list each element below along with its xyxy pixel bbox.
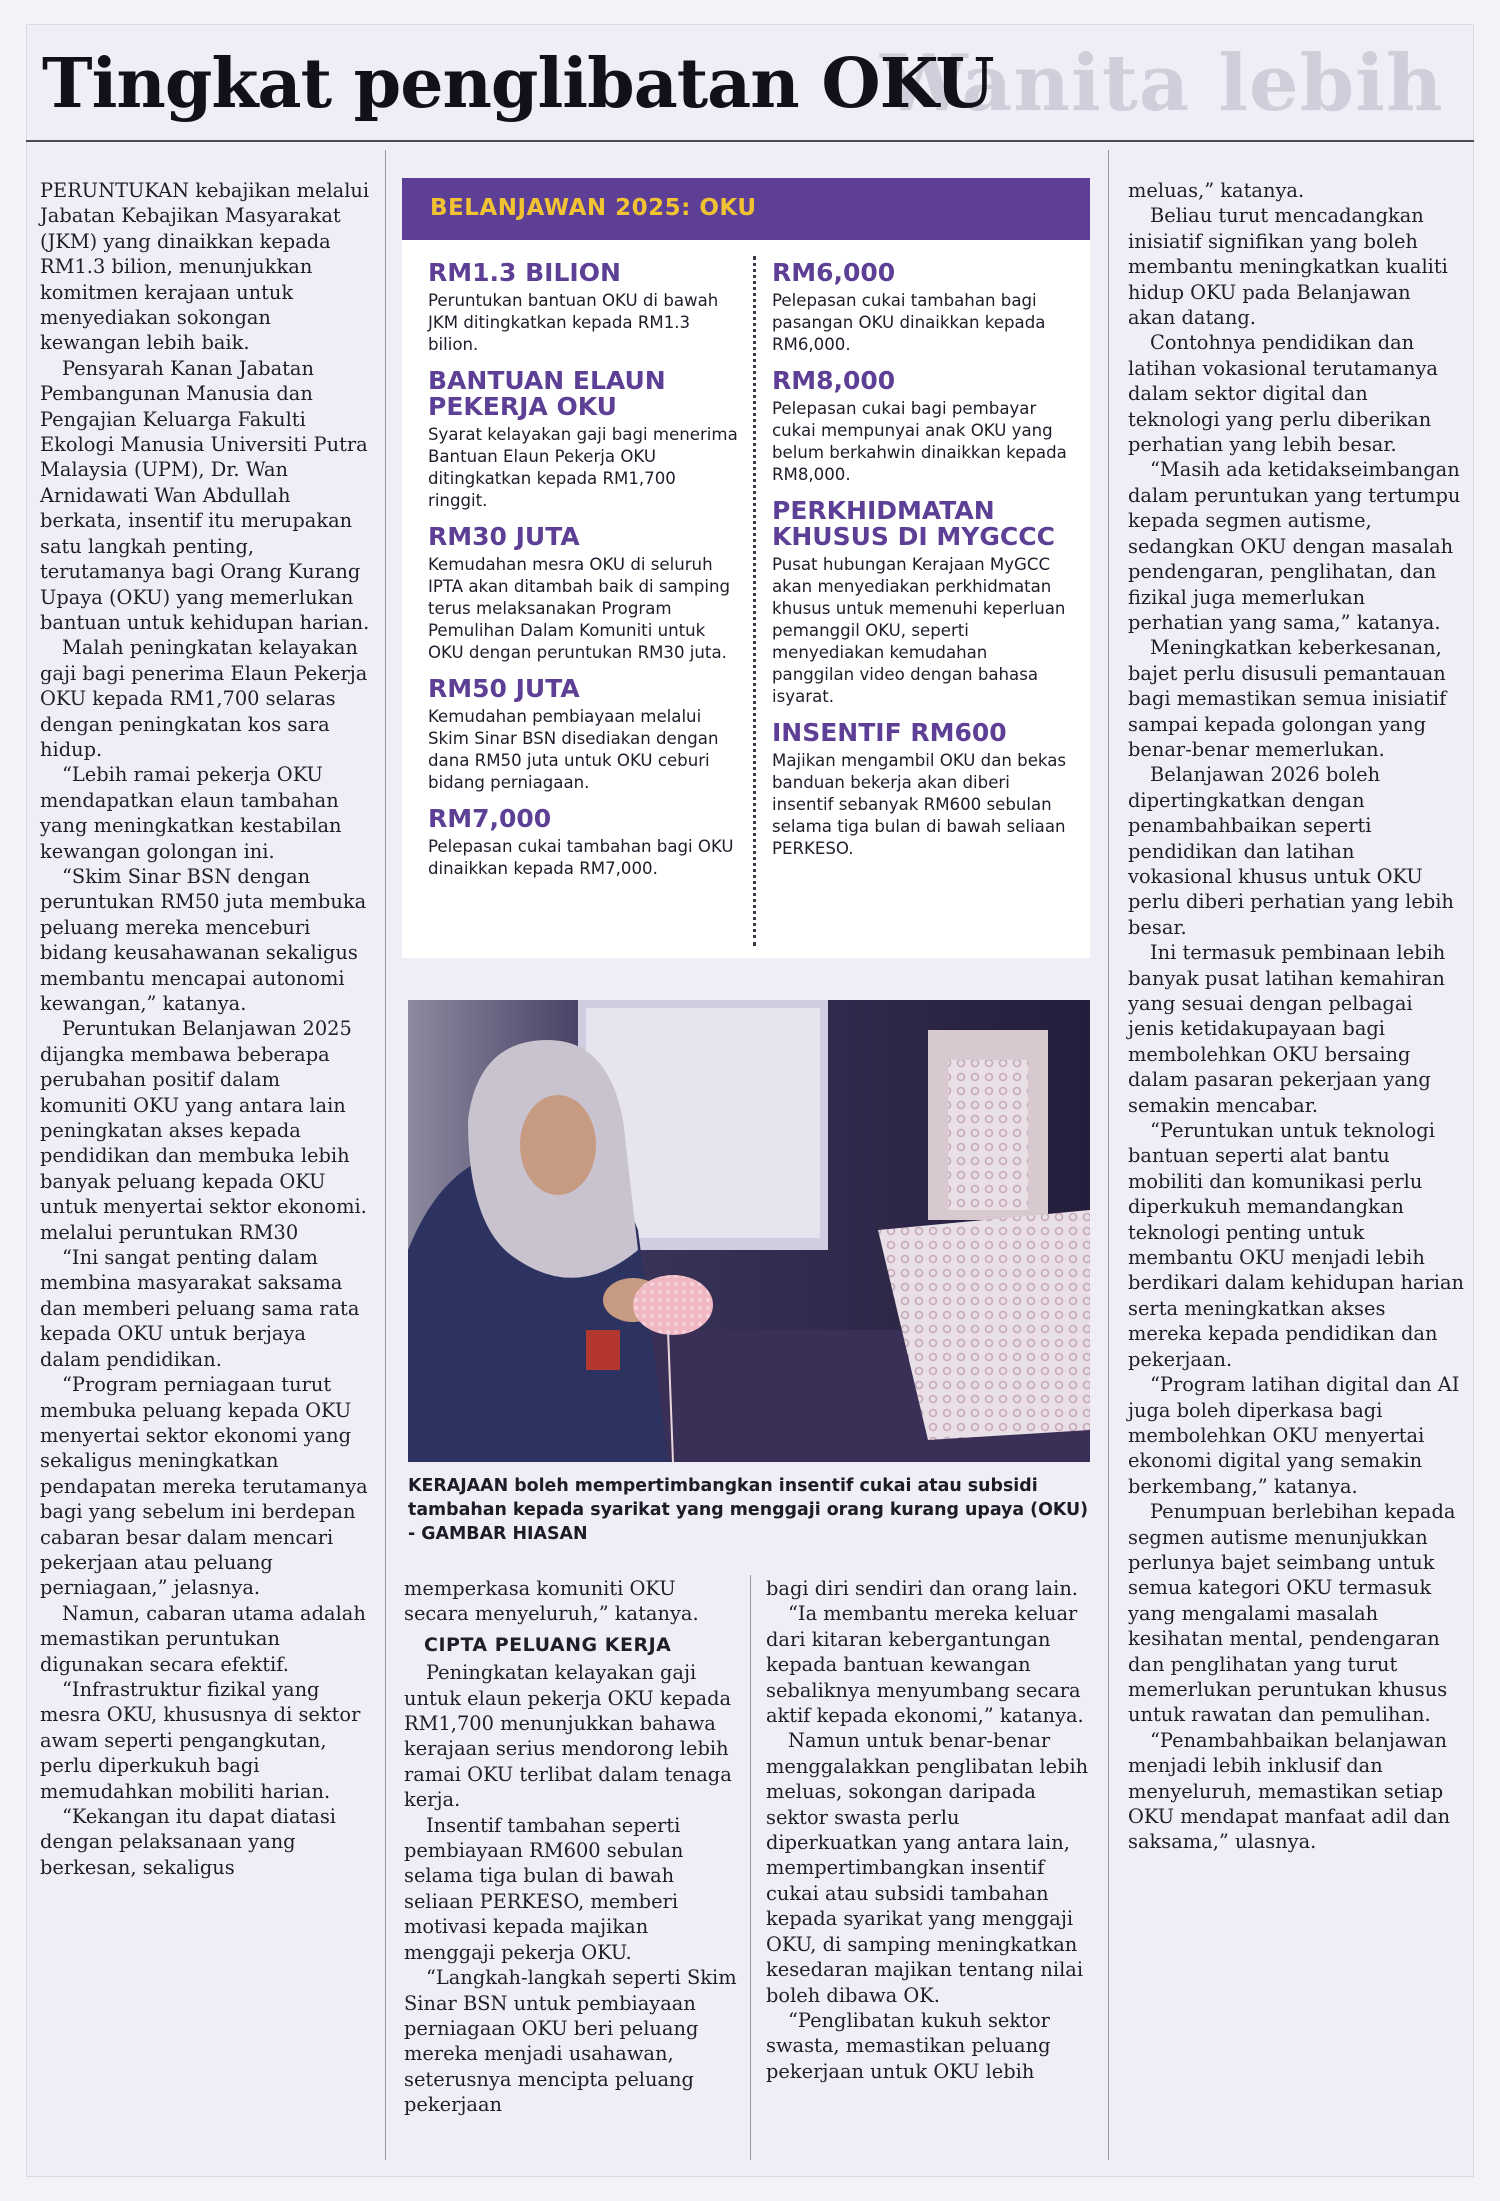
paragraph: “Infrastruktur fizikal yang mesra OKU, khususnya di sektor awam seperti pengangkutan, perlu diperkukuh bagi memudahkan mobiliti harian. — [40, 1677, 361, 1803]
paragraph: “Ini sangat penting dalam membina masyarakat saksama dan memberi peluang sama rata kepada OKU untuk berjaya dalam pendidikan. — [40, 1246, 360, 1371]
budget-item — [428, 368, 738, 512]
budget-item-title: RM50 JUTA — [428, 674, 580, 703]
paragraph: Contohnya pendidikan dan latihan vokasional terutamanya dalam sektor digital dan teknologi yang perlu diberikan perhatian yang lebih besar. — [1128, 331, 1438, 457]
budget-item-title: RM8,000 — [772, 366, 896, 395]
budget-item-title: BANTUAN ELAUN PEKERJA OKU — [428, 366, 666, 421]
paragraph: “Program latihan digital dan AI juga boleh diperkasa bagi membolehkan OKU menyertai ekonomi digital yang semakin berkembang,” katanya. — [1128, 1373, 1460, 1498]
budget-item-description: Pelepasan cukai tambahan bagi pasangan OKU dinaikkan kepada RM6,000. — [772, 291, 1046, 354]
paragraph: “Program perniagaan turut membuka peluang kepada OKU menyertai sektor ekonomi yang sekaligus meningkatkan pendapatan mereka terutamanya bagi yang sebelum ini berdepan cabaran besar dalam mencari pekerjaan atau peluang perniagaan,” jelasnya. — [40, 1373, 368, 1600]
paragraph: Pensyarah Kanan Jabatan Pembangunan Manusia dan Pengajian Keluarga Fakulti Ekologi Manusia Universiti Putra Malaysia (UPM), Dr. Wan Arnidawati Wan Abdullah berkata, insentif itu merupakan satu langkah penting, terutamanya bagi Orang Kurang Upaya (OKU) yang memerlukan bantuan untuk kehidupan harian. — [40, 356, 370, 634]
paragraph: Beliau turut mencadangkan inisiatif signifikan yang boleh membantu meningkatkan kualiti hidup OKU pada Belanjawan akan datang. — [1128, 204, 1448, 330]
paragraph: Penumpuan berlebihan kepada segmen autisme menunjukkan perlunya bajet seimbang untuk semua kategori OKU termasuk yang mengalami masalah kesihatan mental, pendengaran dan penglihatan yang turut memerlukan peruntukan khusus untuk rawatan dan pemulihan. — [1128, 1500, 1456, 1727]
photo-illustration — [408, 1000, 1090, 1462]
paragraph: Malah peningkatan kelayakan gaji bagi penerima Elaun Pekerja OKU kepada RM1,700 selaras dengan peningkatan kos sara hidup. — [40, 636, 368, 761]
article-column-1 — [40, 178, 370, 1880]
article-column-4 — [1128, 178, 1464, 1855]
article-column-3 — [766, 1576, 1096, 2084]
budget-item-title: INSENTIF RM600 — [772, 718, 1007, 747]
budget-item — [772, 720, 1072, 860]
budget-item-title: RM1.3 BILION — [428, 258, 621, 287]
budget-item-description: Pusat hubungan Kerajaan MyGCC akan menyediakan perkhidmatan khusus untuk memenuhi keperluan pemanggil OKU, seperti menyediakan kemudahan panggilan video dengan bahasa isyarat. — [772, 555, 1066, 706]
paragraph: “Ia membantu mereka keluar dari kitaran kebergantungan kepada bantuan kewangan sebaliknya menyumbang secara aktif kepada ekonomi,” katanya. — [766, 1602, 1084, 1728]
paragraph: Namun, cabaran utama adalah memastikan peruntukan digunakan secara efektif. — [40, 1601, 366, 1676]
paragraph: “Lebih ramai pekerja OKU mendapatkan elaun tambahan yang meningkatkan kestabilan kewangan golongan ini. — [40, 763, 342, 863]
paragraph: Namun untuk benar-benar menggalakkan penglibatan lebih meluas, sokongan daripada sektor swasta perlu diperkuatkan yang antara lain, mempertimbangkan insentif cukai atau subsidi tambahan kepada syarikat yang menggaji OKU, di samping meningkatkan kesedaran majikan tentang nilai boleh dibawa OK. — [766, 1729, 1089, 2007]
paragraph: bagi diri sendiri dan orang lain. — [766, 1577, 1078, 1600]
paragraph: Peruntukan Belanjawan 2025 dijangka membawa beberapa perubahan positif dalam komuniti OKU yang antara lain peningkatan akses kepada pendidikan dan membuka lebih banyak peluang kepada OKU untuk menyertai sektor ekonomi. melalui peruntukan RM30 — [40, 1017, 367, 1244]
paragraph: meluas,” katanya. — [1128, 179, 1305, 202]
box-left-column — [428, 260, 738, 892]
subheading: CIPTA PELUANG KERJA — [424, 1633, 672, 1656]
budget-item — [428, 260, 738, 356]
paragraph: Insentif tambahan seperti pembiayaan RM600 sebulan selama tiga bulan di bawah seliaan PERKESO, memberi motivasi kepada majikan menggaji pekerja OKU. — [404, 1813, 684, 1964]
budget-item — [772, 368, 1072, 486]
budget-item-description: Syarat kelayakan gaji bagi menerima Bantuan Elaun Pekerja OKU ditingkatkan kepada RM1,700 ringgit. — [428, 425, 738, 510]
paragraph: “Peruntukan untuk teknologi bantuan seperti alat bantu mobiliti dan komunikasi perlu diperkukuh memandangkan teknologi penting untuk membantu OKU menjadi lebih berdikari dalam kehidupan harian serta meningkatkan akses mereka kepada pendidikan dan pekerjaan. — [1128, 1119, 1465, 1371]
paragraph: PERUNTUKAN kebajikan melalui Jabatan Kebajikan Masyarakat (JKM) yang dinaikkan kepada RM1.3 bilion, menunjukkan komitmen kerajaan untuk menyediakan sokongan kewangan lebih baik. — [40, 179, 370, 355]
budget-item — [428, 524, 738, 664]
paragraph: memperkasa komuniti OKU secara menyeluruh,” katanya. — [404, 1577, 699, 1626]
budget-item — [772, 498, 1072, 708]
bleed-through-text: Wanita lebih — [880, 38, 1444, 129]
paragraph: “Kekangan itu dapat diatasi dengan pelaksanaan yang berkesan, sekaligus — [40, 1805, 337, 1879]
budget-item-title: PERKHIDMATAN KHUSUS DI MYGCCC — [772, 496, 1055, 551]
budget-item — [428, 806, 738, 880]
budget-info-box-title: BELANJAWAN 2025: OKU — [430, 195, 757, 221]
budget-item-title: RM30 JUTA — [428, 522, 580, 551]
box-right-column — [772, 260, 1072, 872]
box-dotted-divider — [753, 256, 756, 946]
budget-item — [428, 676, 738, 794]
article-photo — [408, 1000, 1090, 1462]
budget-info-box-header — [402, 178, 1090, 240]
budget-item-description: Pelepasan cukai tambahan bagi OKU dinaikkan kepada RM7,000. — [428, 837, 734, 878]
paragraph: “Penglibatan kukuh sektor swasta, memastikan peluang pekerjaan untuk OKU lebih — [766, 2008, 1051, 2083]
column-divider — [1108, 150, 1109, 2160]
column-divider — [750, 1575, 751, 2160]
budget-item-description: Majikan mengambil OKU dan bekas banduan bekerja akan diberi insentif sebanyak RM600 sebulan selama tiga bulan di bawah seliaan PERKESO. — [772, 751, 1067, 858]
paragraph: Peningkatan kelayakan gaji untuk elaun pekerja OKU kepada RM1,700 menunjukkan bahawa kerajaan serius mendorong lebih ramai OKU terlibat dalam tenaga kerja. — [404, 1661, 732, 1812]
paragraph: Belanjawan 2026 boleh dipertingkatkan dengan penambahbaikan seperti pendidikan dan latihan vokasional khusus untuk OKU perlu diberi perhatian yang lebih besar. — [1128, 763, 1454, 939]
budget-item-description: Peruntukan bantuan OKU di bawah JKM ditingkatkan kepada RM1.3 bilion. — [428, 291, 719, 354]
budget-item-description: Kemudahan pembiayaan melalui Skim Sinar BSN disediakan dengan dana RM50 juta untuk OKU ceburi bidang perniagaan. — [428, 707, 719, 792]
photo-caption: KERAJAAN boleh mempertimbangkan insentif cukai atau subsidi tambahan kepada syarikat yang menggaji orang kurang upaya (OKU) - GAMBAR HIASAN — [408, 1476, 1089, 1544]
headline: Tingkat penglibatan OKU — [42, 44, 994, 124]
column-divider — [385, 150, 386, 2160]
paragraph: “Penambahbaikan belanjawan menjadi lebih inklusif dan menyeluruh, memastikan setiap OKU mendapat manfaat adil dan saksama,” ulasnya. — [1128, 1728, 1451, 1854]
paragraph: Ini termasuk pembinaan lebih banyak pusat latihan kemahiran yang sesuai dengan pelbagai jenis ketidakupayaan bagi membolehkan OKU bersaing dalam pasaran pekerjaan yang semakin mencabar. — [1128, 941, 1446, 1117]
headline-rule — [26, 140, 1474, 142]
paragraph: Meningkatkan keberkesanan, bajet perlu disusuli pemantauan bagi memastikan semua inisiatif sampai kepada golongan yang benar-benar memerlukan. — [1128, 636, 1447, 761]
budget-item-description: Kemudahan mesra OKU di seluruh IPTA akan ditambah baik di samping terus melaksanakan Program Pemulihan Dalam Komuniti untuk OKU dengan peruntukan RM30 juta. — [428, 555, 731, 662]
budget-item-title: RM6,000 — [772, 258, 896, 287]
paragraph: “Masih ada ketidakseimbangan dalam peruntukan yang tertumpu kepada segmen autisme, sedangkan OKU dengan masalah pendengaran, penglihatan, dan fizikal juga memerlukan perhatian yang sama,” katanya. — [1128, 458, 1461, 634]
article-column-2 — [404, 1576, 742, 2118]
budget-item-title: RM7,000 — [428, 804, 552, 833]
budget-item-description: Pelepasan cukai bagi pembayar cukai mempunyai anak OKU yang belum berkahwin dinaikkan kepada RM8,000. — [772, 399, 1067, 484]
budget-item — [772, 260, 1072, 356]
paragraph: “Langkah-langkah seperti Skim Sinar BSN untuk pembiayaan perniagaan OKU beri peluang mereka menjadi usahawan, seterusnya mencipta peluang pekerjaan — [404, 1966, 737, 2117]
paragraph: “Skim Sinar BSN dengan peruntukan RM50 juta membuka peluang mereka menceburi bidang keusahawanan sekaligus membantu mencapai autonomi kewangan,” katanya. — [40, 864, 367, 1015]
